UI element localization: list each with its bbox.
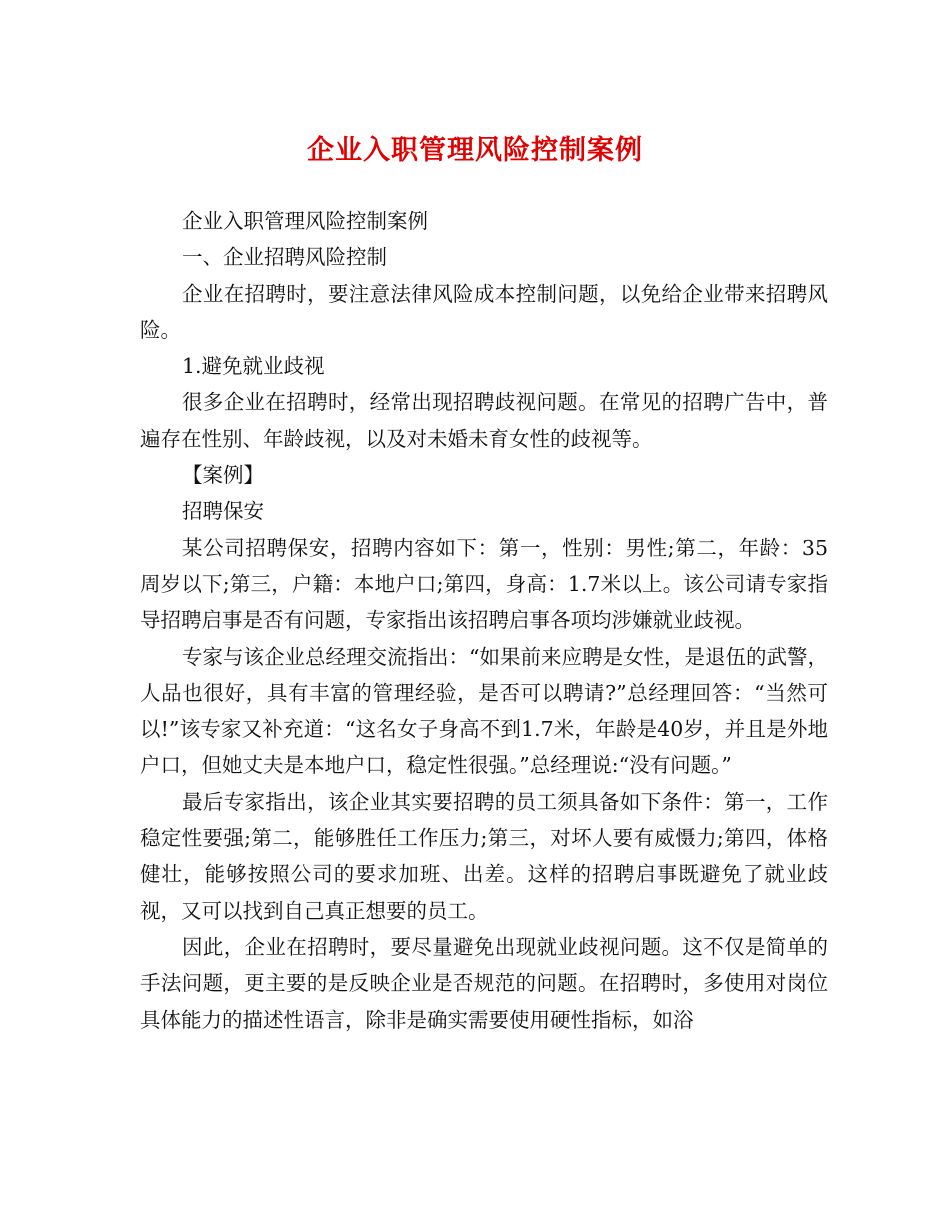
paragraph: 最后专家指出，该企业其实要招聘的员工须具备如下条件：第一，工作稳定性要强;第二，能够胜任工作压力;第三，对坏人要有威慑力;第四，体格健壮，能够按照公司的要求加班、出差。这样的招聘启事既避免了就业歧视，又可以找到自己真正想要的员工。 [140, 789, 828, 923]
paragraph: 因此，企业在招聘时，要尽量避免出现就业歧视问题。这不仅是简单的手法问题，更主要的是反映企业是否规范的问题。在招聘时，多使用对岗位具体能力的描述性语言，除非是确实需要使用硬性指标，如浴 [140, 934, 828, 1032]
paragraph-section-heading: 一、企业招聘风险控制 [182, 245, 387, 270]
paragraph: 很多企业在招聘时，经常出现招聘歧视问题。在常见的招聘广告中，普遍存在性别、年龄歧视，以及对未婚未育女性的歧视等。 [140, 390, 828, 451]
paragraph: 企业在招聘时，要注意法律风险成本控制问题，以免给企业带来招聘风险。 [140, 281, 828, 342]
paragraph: 某公司招聘保安，招聘内容如下：第一，性别：男性;第二，年龄：35周岁以下;第三，户籍：本地户口;第四，身高：1.7米以上。该公司请专家指导招聘启事是否有问题，专家指出该招聘启事各项均涉嫌就业歧视。 [140, 535, 828, 633]
paragraph-subheading: 1.避免就业歧视 [182, 354, 325, 379]
paragraph-case-title: 招聘保安 [182, 499, 264, 524]
document-body [140, 203, 828, 1038]
document-title: 企业入职管理风险控制案例 [307, 135, 643, 166]
paragraph-case-label: 【案例】 [182, 463, 264, 488]
paragraph: 专家与该企业总经理交流指出：“如果前来应聘是女性，是退伍的武警，人品也很好，具有丰富的管理经验，是否可以聘请?”总经理回答：“当然可以!”该专家又补充道：“这名女子身高不到1.7米，年龄是40岁，并且是外地户口，但她丈夫是本地户口，稳定性很强。”总经理说:“没有问题。” [140, 644, 828, 778]
paragraph-doc-heading: 企业入职管理风险控制案例 [182, 209, 428, 233]
